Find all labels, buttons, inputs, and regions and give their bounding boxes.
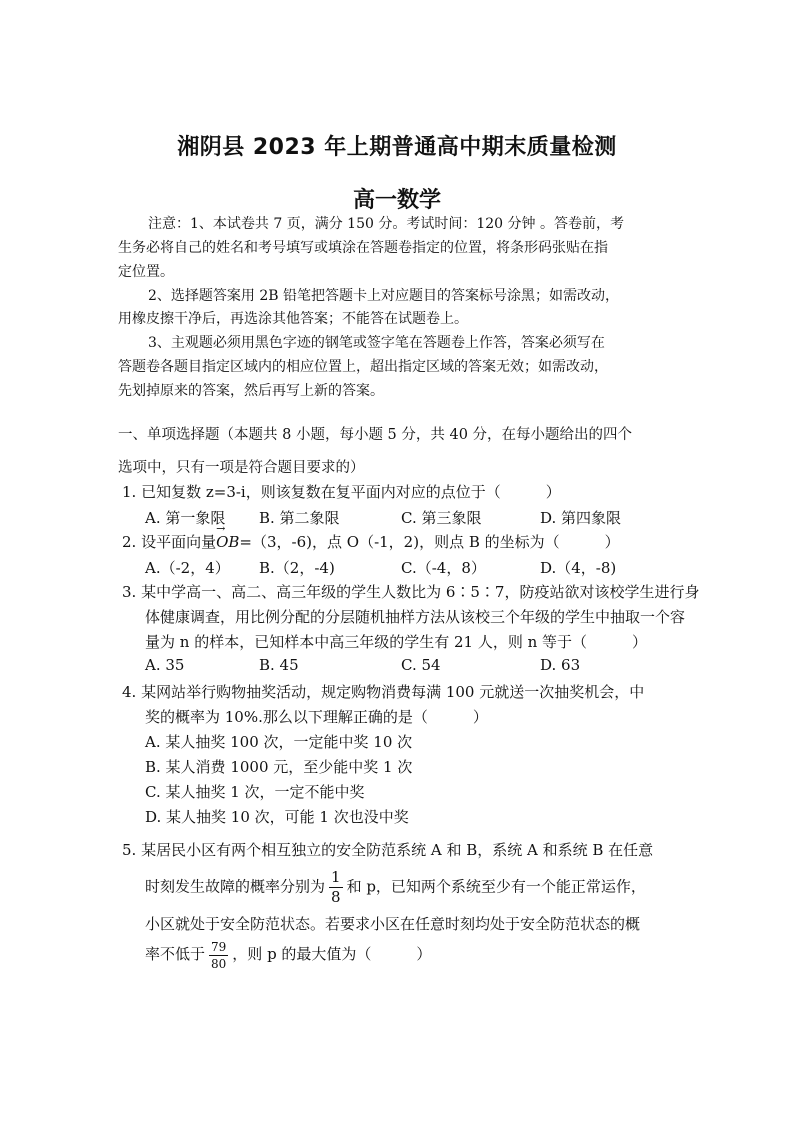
option-a: A. 35 — [145, 656, 185, 674]
option-a: A. 第一象限 — [145, 509, 226, 527]
question-line: 量为 n 的样本，已知样本中高三年级的学生有 21 人，则 n 等于（ ） — [145, 633, 648, 651]
question-line: 奖的概率为 10%.那么以下理解正确的是（ ） — [145, 708, 488, 726]
option-b: B.（2，-4) — [259, 559, 335, 577]
note-line: 生务必将自己的姓名和考号填写或填涂在答题卷指定的位置，将条形码张贴在指 — [118, 240, 608, 256]
question-line: 3. 某中学高一、高二、高三年级的学生人数比为 6∶5∶7，防疫站欲对该校学生进行身 — [122, 583, 700, 601]
note-line: 注意：1、本试卷共 7 页，满分 150 分。考试时间：120 分钟 。答卷前，考 — [148, 216, 624, 232]
question-line: 5. 某居民小区有两个相互独立的安全防范系统 A 和 B，系统 A 和系统 B 在任意 — [122, 841, 654, 859]
option-b: B. 第二象限 — [259, 509, 340, 527]
line-text: 时刻发生故障的概率分别为 — [145, 877, 326, 896]
fraction-denominator: 8 — [331, 888, 341, 906]
note-line: 答题卷各题目指定区域内的相应位置上，超出指定区域的答案无效；如需改动， — [118, 359, 608, 375]
question-line — [145, 870, 646, 905]
stem-prefix: 2. 设平面向量 — [122, 533, 217, 551]
exam-subject: 高一数学 — [352, 188, 441, 213]
question-line — [145, 938, 431, 970]
section-line: 一、单项选择题（本题共 8 小题，每小题 5 分，共 40 分，在每小题给出的四个 — [118, 427, 633, 443]
option-c: C.（-4，8） — [401, 559, 486, 577]
note-line: 先划掉原来的答案，然后再写上新的答案。 — [118, 383, 384, 399]
question-line: 体健康调查，用比例分配的分层随机抽样方法从该校三个年级的学生中抽取一个容 — [145, 608, 686, 626]
note-line: 定位置。 — [118, 264, 174, 280]
option-a: A.（-2，4） — [145, 559, 230, 577]
question-line: 4. 某网站举行购物抽奖活动，规定购物消费每满 100 元就送一次抽奖机会，中 — [122, 683, 645, 701]
option-d: D. 某人抽奖 10 次，可能 1 次也没中奖 — [145, 808, 409, 826]
fraction-denominator: 80 — [211, 956, 227, 971]
option-c: C. 第三象限 — [401, 509, 482, 527]
fraction-numerator: 79 — [211, 939, 227, 954]
fraction-one-eighth — [329, 870, 343, 905]
line-text: 和 p，已知两个系统至少有一个能正常运作， — [346, 877, 646, 896]
note-line: 2、选择题答案用 2B 铅笔把答题卡上对应题目的答案标号涂黑；如需改动， — [148, 288, 620, 304]
option-d: D. 第四象限 — [540, 509, 622, 527]
option-c: C. 54 — [401, 656, 441, 674]
question-stem — [122, 531, 620, 552]
stem-suffix: =（3，-6)，点 O（-1，2)，则点 B 的坐标为（ ） — [239, 533, 620, 551]
question-stem: 1. 已知复数 z=3-i，则该复数在复平面内对应的点位于（ ） — [122, 483, 561, 501]
option-c: C. 某人抽奖 1 次，一定不能中奖 — [145, 783, 365, 801]
exam-title: 湘阴县 2023 年上期普通高中期末质量检测 — [177, 135, 617, 160]
option-d: D.（4，-8) — [540, 559, 617, 577]
question-line: 小区就处于安全防范状态。若要求小区在任意时刻均处于安全防范状态的概 — [145, 915, 641, 933]
option-a: A. 某人抽奖 100 次，一定能中奖 10 次 — [145, 733, 413, 751]
fraction-79-80 — [209, 941, 228, 970]
note-line: 3、主观题必须用黑色字迹的钢笔或签字笔在答题卷上作答，答案必须写在 — [148, 335, 605, 351]
fraction-numerator: 1 — [331, 868, 341, 886]
note-line: 用橡皮擦干净后，再选涂其他答案；不能答在试题卷上。 — [118, 311, 468, 327]
line-text: ，则 p 的最大值为（ ） — [232, 945, 432, 963]
section-line: 选项中，只有一项是符合题目要求的） — [118, 460, 365, 476]
option-d: D. 63 — [540, 656, 581, 674]
line-text: 率不低于 — [145, 945, 206, 963]
option-b: B. 某人消费 1000 元，至少能中奖 1 次 — [145, 758, 413, 776]
vector-ob: → OB — [216, 533, 239, 551]
option-b: B. 45 — [259, 656, 299, 674]
